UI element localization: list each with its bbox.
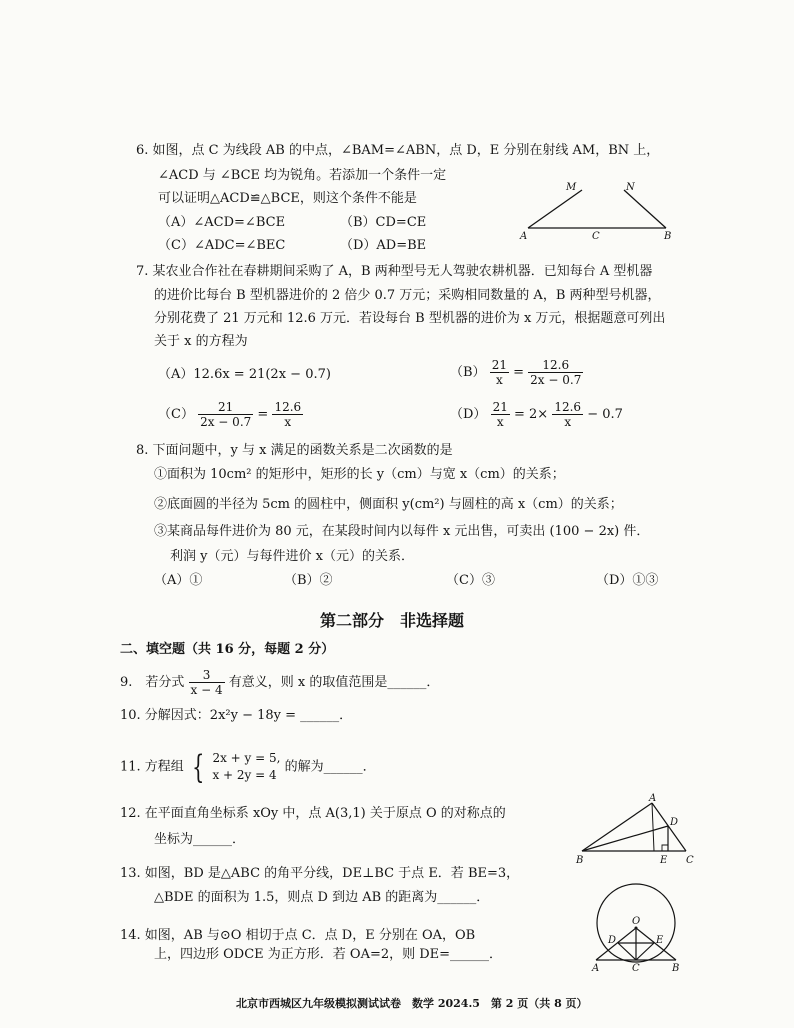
q13-label-a: A	[649, 793, 657, 804]
q9-fraction	[189, 668, 225, 697]
q11-eq-2: x + 2y = 4	[212, 768, 277, 782]
q8-line-1: 8. 下面问题中，y 与 x 满足的函数关系是二次函数的是	[136, 443, 453, 458]
q11-brace: {	[192, 748, 205, 786]
q6-label-c: C	[592, 231, 600, 242]
q7-option-b-eq: =	[513, 365, 525, 380]
q12-line-2: 坐标为______．	[154, 832, 246, 847]
q6-option-c: （C）∠ADC=∠BEC	[158, 238, 286, 253]
q6-label-b: B	[664, 231, 672, 242]
q7-option-c-frac-2	[272, 400, 303, 429]
q6-option-d: （D）AD=BE	[340, 238, 427, 253]
q6-option-b: （B）CD=CE	[340, 215, 427, 230]
q7-option-c-frac-1	[198, 400, 253, 429]
q7-option-d-label: （D）	[450, 407, 487, 422]
q13-side-ac	[652, 803, 686, 851]
fill-in-title: 二、填空题（共 16 分，每题 2 分）	[120, 642, 335, 657]
q13-figure	[576, 793, 706, 873]
q11-suffix: 的解为______．	[284, 759, 376, 775]
q6-ray-am	[528, 190, 582, 228]
q8-option-c: （C）③	[446, 573, 495, 588]
q8-item-2: ②底面圆的半径为 5cm 的圆柱中，侧面积 y(cm²) 与圆柱的高 x（cm）的关系；	[154, 497, 623, 512]
q8-option-d: （D）①③	[596, 573, 659, 588]
q8-option-a: （A）①	[154, 573, 203, 588]
q6-line-2: ∠ACD 与 ∠BCE 均为锐角。若添加一个条件一定	[158, 168, 447, 183]
q9-prefix: 9. 若分式	[120, 675, 185, 690]
q7-option-d-frac-2-num: 12.6	[554, 400, 582, 414]
q7-option-b-frac-1	[490, 358, 509, 387]
q7-line-4: 关于 x 的方程为	[154, 334, 248, 349]
q7-option-b-frac-2	[528, 358, 583, 387]
q9	[120, 668, 439, 697]
q6-label-a: A	[520, 231, 528, 242]
q14-line-1: 14. 如图，AB 与⊙O 相切于点 C．点 D，E 分别在 OA，OB	[120, 928, 476, 943]
q9-frac-den: x − 4	[190, 683, 223, 697]
q9-suffix: 有意义，则 x 的取值范围是______．	[228, 675, 440, 690]
q14-line-ec	[636, 943, 654, 960]
q6-line-3: 可以证明△ACD≌△BCE，则这个条件不能是	[158, 191, 417, 206]
q7-option-d-frac-1-den: x	[496, 415, 504, 429]
q7-line-1: 7. 某农业合作社在春耕期间采购了 A，B 两种型号无人驾驶农耕机器．已知每台 A 型机器	[136, 264, 653, 279]
q6-ray-bn	[624, 190, 666, 228]
q10: 10. 分解因式：2x²y − 18y = ______．	[120, 708, 353, 723]
q7-option-c-frac-1-num: 21	[198, 400, 253, 415]
q13-right-angle	[662, 845, 668, 851]
q6-label-n: N	[626, 182, 635, 193]
q14-line-dc	[618, 943, 636, 960]
section-title: 第二部分 非选择题	[320, 611, 465, 630]
q13-label-c: C	[686, 855, 694, 866]
q13-line-1: 13. 如图，BD 是△ABC 的角平分线，DE⊥BC 于点 E．若 BE=3，	[120, 866, 520, 881]
q14-figure	[590, 880, 700, 972]
q7-option-c	[158, 400, 303, 429]
q13-label-e: E	[660, 855, 668, 866]
q7-option-d-mid: = 2×	[514, 407, 549, 422]
q13-side-ba	[582, 803, 652, 851]
q7-option-b-frac-1-num: 21	[491, 358, 507, 372]
q6-label-m: M	[566, 182, 577, 193]
q13-alt-a	[652, 803, 654, 851]
q7-option-d	[450, 400, 623, 429]
q7-option-c-frac-2-num: 12.6	[274, 400, 302, 414]
q14-label-a: A	[592, 963, 600, 974]
q13-label-b: B	[576, 855, 584, 866]
q14-line-2: 上，四边形 ODCE 为正方形．若 OA=2，则 DE=______．	[154, 947, 503, 962]
q7-option-c-frac-2-den: x	[284, 415, 292, 429]
q11-eq-1: 2x + y = 5,	[212, 751, 281, 765]
q7-option-d-tail: − 0.7	[587, 407, 623, 422]
q6-line-1: 6. 如图，点 C 为线段 AB 的中点，∠BAM=∠ABN，点 D，E 分别在射线 AM，BN 上，	[136, 143, 660, 158]
q11-system	[212, 750, 280, 784]
q14-label-o: O	[632, 916, 641, 927]
q7-line-2: 的进价比每台 B 型机器进价的 2 倍少 0.7 万元；采购相同数量的 A，B 两种型号机器，	[154, 288, 661, 303]
q7-option-d-frac-2-den: x	[564, 415, 572, 429]
q8-option-b: （B）②	[284, 573, 333, 588]
q6-option-a: （A）∠ACD=∠BCE	[158, 215, 286, 230]
q6-figure	[518, 180, 678, 240]
q7-option-b-frac-2-den: 2x − 0.7	[530, 373, 582, 387]
q7-option-c-label: （C）	[158, 407, 194, 422]
q13-label-d: D	[670, 817, 679, 828]
q7-option-d-frac-1	[491, 400, 510, 429]
q13-line-2: △BDE 的面积为 1.5，则点 D 到边 AB 的距离为______．	[154, 890, 490, 905]
q8-item-3: ③某商品每件进价为 80 元，在某段时间内以每件 x 元出售，可卖出 (100 − 2x) 件．	[154, 524, 650, 539]
q14-label-e: E	[656, 935, 664, 946]
q7-option-a: （A）12.6x = 21(2x − 0.7)	[158, 367, 331, 382]
q7-option-d-frac-2	[552, 400, 583, 429]
q7-option-b-label: （B）	[450, 365, 486, 380]
q7-option-c-eq: =	[257, 407, 269, 422]
q7-option-b-frac-1-den: x	[495, 373, 503, 387]
q7-option-c-frac-1-den: 2x − 0.7	[200, 415, 252, 429]
page-footer: 北京市西城区九年级模拟测试试卷 数学 2024.5 第 2 页（共 8 页）	[236, 997, 588, 1010]
q7-option-b-frac-2-num: 12.6	[528, 358, 583, 373]
q13-bisector-bd	[582, 826, 668, 851]
q14-label-c: C	[632, 963, 640, 974]
q14-label-b: B	[672, 963, 680, 974]
q7-option-b	[450, 358, 583, 387]
q7-option-d-frac-1-num: 21	[492, 400, 508, 414]
q8-item-3-cont: 利润 y（元）与每件进价 x（元）的关系．	[170, 549, 414, 564]
q11	[120, 750, 376, 784]
q12-line-1: 12. 在平面直角坐标系 xOy 中，点 A(3,1) 关于原点 O 的对称点的	[120, 806, 506, 821]
q7-line-3: 分别花费了 21 万元和 12.6 万元．若设每台 B 型机器的进价为 x 万元，根据题意可列出	[154, 311, 666, 326]
q11-prefix: 11. 方程组	[120, 759, 184, 775]
q8-item-1: ①面积为 10cm² 的矩形中，矩形的长 y（cm）与宽 x（cm）的关系；	[154, 467, 565, 482]
q9-frac-num: 3	[189, 668, 225, 683]
q14-label-d: D	[608, 935, 617, 946]
